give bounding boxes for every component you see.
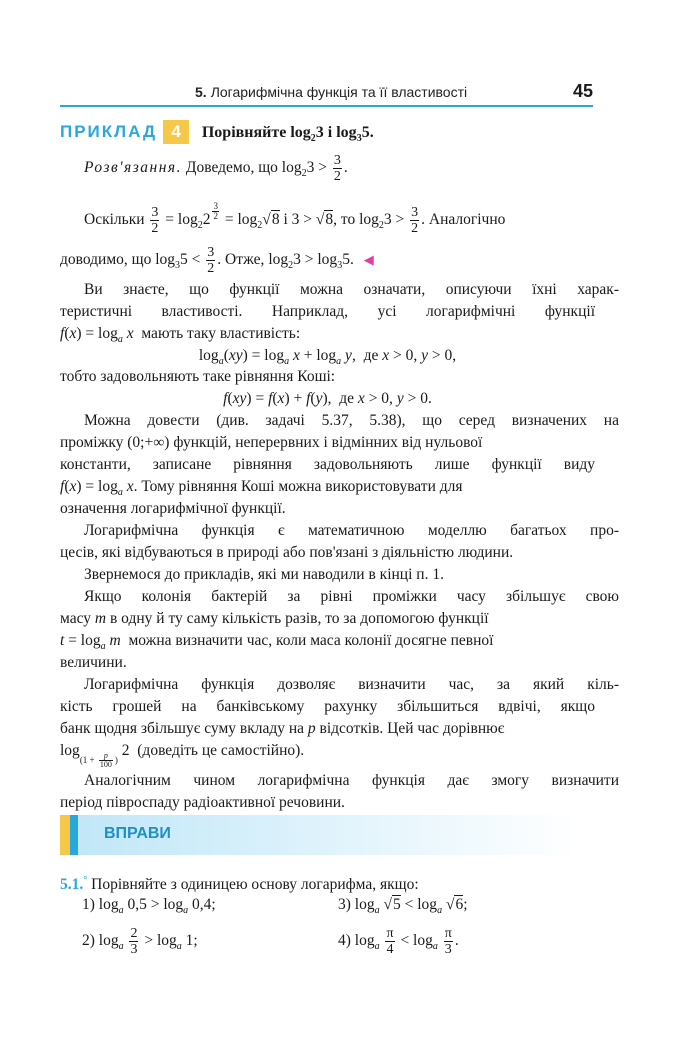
text-line: означення логарифмічної функції. <box>60 500 286 517</box>
solution-line-2: Оскільки $\frac{3}{2}$ = $\log_22$ $^{\frac{3}{2}}$ = $\log_2√8$ і 3 > √8, то $\log_23$ > $\frac{3}{2}$ . Аналогічно <box>84 201 506 236</box>
text-line: Якщо колонія бактерій за рівні проміжки часу збільшує свою <box>84 588 619 605</box>
text-line: тобто задовольняють таке рівняння Коші: <box>60 368 336 385</box>
text-line: цесів, які відбуваються в природі або пов'язані з діяльністю людини. <box>60 544 514 561</box>
text-line: Логарифмічна функція дозволяє визначити час, за який кіль- <box>84 676 619 693</box>
text-line: Аналогічним чином логарифмічна функція дає змогу визначити <box>84 772 619 789</box>
text-line: Звернемося до прикладів, які ми наводили в кінці п. 1. <box>84 566 444 583</box>
text-line: теристичні властивості. Наприклад, усі логарифмічні функції <box>60 303 595 320</box>
example-task: Порівняйте $\log_23$ і $\log_35$. <box>201 124 374 144</box>
section-tab-blue <box>70 815 78 855</box>
text-line: величини. <box>60 654 127 671</box>
text-line: константи, записане рівняння задовольняють лише функції виду <box>60 456 595 473</box>
text-line: проміжку (0;+∞) функцій, неперервних і відмінних від нульової <box>60 434 483 451</box>
section-tab-yellow <box>60 815 70 855</box>
text-line: кість грошей на банківському рахунку збільшиться вдвічі, якщо <box>60 698 595 715</box>
end-of-solution-icon: ◀ <box>363 252 374 268</box>
solution-line-3: доводимо, що $\log_35$ < $\frac{3}{2}$ . Отже, $\log_23 > \log_35$. ◀ <box>60 245 374 276</box>
example-heading: ПРИКЛАД 4 Порівняйте $\log_23$ і $\log_35$. <box>60 122 374 144</box>
formula-log-product: $\log_a(xy) = \log_a x + \log_a y$, де x > 0, y > 0, <box>198 347 457 367</box>
page-number: 45 <box>572 81 593 101</box>
solution-line-1: Розв'язання. Доведемо, що $\log_23$ > $\frac{3}{2}$ . <box>84 153 348 184</box>
text-line: $f(x) = \log_a x$. Тому рівняння Коші можна використовувати для <box>60 478 463 498</box>
text-line: Ви знаєте, що функції можна означати, описуючи їхні харак- <box>84 281 619 298</box>
text-line: Можна довести (див. задачі 5.37, 5.38), що серед визначених на <box>84 412 619 429</box>
formula-cauchy: f(xy) = f(x) + f(y), де x > 0, y > 0. <box>223 390 432 407</box>
exercise-row-2: 2) $\log_a$ $\frac{2}{3}$ > $\log_a 1$; 4) $\log_a$ $\frac{\pi}{4}$ < $\log_a$ $\frac{\pi}{3}$ . <box>82 926 459 957</box>
text-line: $f(x) = \log_a x$ мають таку властивість: <box>60 325 301 345</box>
header-rule <box>60 105 593 107</box>
exercise-row-1: 1) $\log_a 0,5 > \log_a 0,4$; 3) $\log_a √5 < \log_a √6$; <box>82 896 468 916</box>
text-line: період півроспаду радіоактивної речовини. <box>60 794 345 811</box>
text-line: Логарифмічна функція є математичною моделлю багатьох про- <box>84 522 619 539</box>
exercises-title: ВПРАВИ <box>104 825 171 842</box>
page-header <box>60 78 593 108</box>
exercises-section-header <box>60 815 580 855</box>
chapter-title: 5. Логарифмічна функція та її властивості <box>195 84 468 100</box>
text-line: $\log_{(1 + \frac{p}{100} )} 2$ (доведіть це самостійно). <box>60 742 305 770</box>
text-line: $t = \log_a m$ можна визначити час, коли маса колонії досягне певної <box>60 632 494 652</box>
text-line: масу m в одну й ту саму кількість разів, то за допомогою функції <box>60 610 489 627</box>
text-line: банк щодня збільшує суму вкладу на p відсотків. Цей час дорівнює <box>60 720 505 737</box>
exercise-5-1: 5.1.° Порівняйте з одиницею основу логарифма, якщо: <box>60 875 419 893</box>
example-number-badge: 4 <box>163 120 189 144</box>
